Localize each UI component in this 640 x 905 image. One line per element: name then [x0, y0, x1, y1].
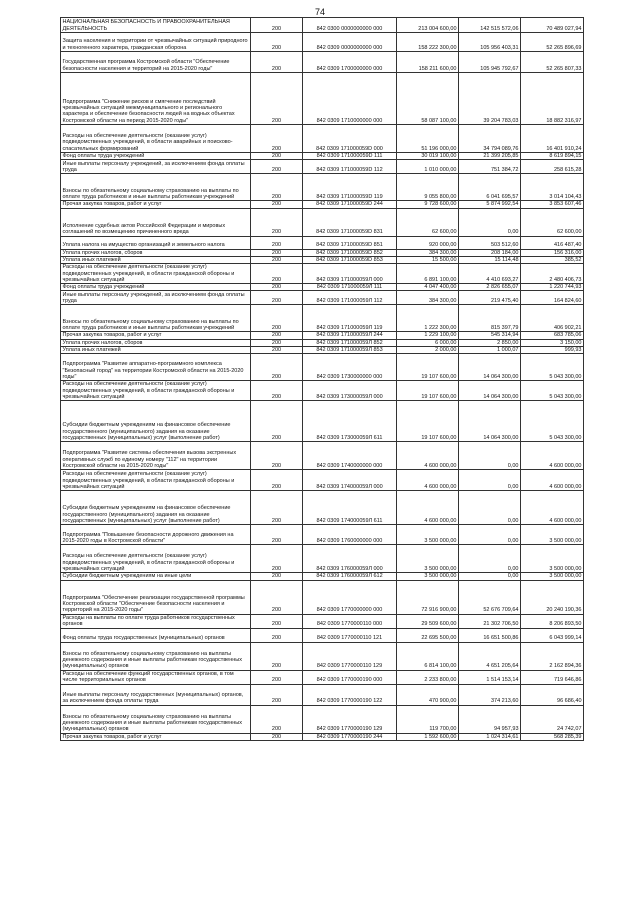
row-remaining-amount-cell: 2 162 894,36: [521, 642, 584, 670]
row-approved-amount-cell: 30 019 100,00: [397, 153, 459, 160]
row-code-cell: 200: [251, 73, 303, 125]
row-remaining-amount-cell: 62 600,00: [521, 208, 584, 236]
row-remaining-amount-cell: 385,52: [521, 256, 584, 263]
table-body: [61, 18, 584, 741]
row-remaining-amount-cell: 5 043 300,00: [521, 381, 584, 401]
row-approved-amount-cell: 158 222 300,00: [397, 33, 459, 52]
row-executed-amount-cell: 34 794 089,76: [459, 125, 521, 153]
row-name-cell: Иные выплаты персоналу государственных (муниципальных) органов, за исключением фонда оплаты труда: [61, 684, 251, 705]
row-executed-amount-cell: 14 064 300,00: [459, 401, 521, 442]
row-classification-code-cell: 842 0309 1770000190 244: [303, 733, 397, 740]
row-name-cell: Фонд оплаты труда учреждений: [61, 153, 251, 160]
row-approved-amount-cell: 3 500 000,00: [397, 545, 459, 573]
table-row: [61, 705, 584, 733]
table-row: [61, 73, 584, 125]
row-name-cell: Иные выплаты персоналу учреждений, за исключением фонда оплаты труда: [61, 160, 251, 174]
row-classification-code-cell: 842 0309 1770000110 129: [303, 642, 397, 670]
row-executed-amount-cell: 21 302 706,50: [459, 614, 521, 628]
row-approved-amount-cell: 62 600,00: [397, 208, 459, 236]
row-approved-amount-cell: 4 600 000,00: [397, 491, 459, 525]
table-row: [61, 339, 584, 346]
row-approved-amount-cell: 3 500 000,00: [397, 573, 459, 580]
row-classification-code-cell: 842 0309 1770000110 000: [303, 614, 397, 628]
row-approved-amount-cell: 4 600 000,00: [397, 470, 459, 491]
table-row: [61, 401, 584, 442]
row-remaining-amount-cell: 3 500 000,00: [521, 525, 584, 545]
row-remaining-amount-cell: 5 043 300,00: [521, 354, 584, 381]
row-executed-amount-cell: 1 024 314,61: [459, 733, 521, 740]
row-remaining-amount-cell: 3 150,00: [521, 339, 584, 346]
row-remaining-amount-cell: 3 500 000,00: [521, 545, 584, 573]
row-classification-code-cell: 842 0309 171000059D 851: [303, 236, 397, 249]
row-classification-code-cell: 842 0309 1760000000 000: [303, 525, 397, 545]
row-code-cell: 200: [251, 614, 303, 628]
row-code-cell: 200: [251, 249, 303, 256]
row-remaining-amount-cell: 70 489 027,94: [521, 18, 584, 33]
row-code-cell: 200: [251, 153, 303, 160]
row-code-cell: 200: [251, 580, 303, 614]
row-executed-amount-cell: 21 399 205,85: [459, 153, 521, 160]
row-executed-amount-cell: 4 651 205,64: [459, 642, 521, 670]
row-executed-amount-cell: 1 000,07: [459, 347, 521, 354]
row-remaining-amount-cell: 2 480 406,73: [521, 264, 584, 284]
row-remaining-amount-cell: 8 206 893,50: [521, 614, 584, 628]
row-name-cell: Расходы на обеспечение деятельности (оказание услуг) подведомственных учреждений, в области аварийных и поисково-спасательных формирований: [61, 125, 251, 153]
row-approved-amount-cell: 6 891 100,00: [397, 264, 459, 284]
row-name-cell: Взносы по обязательному социальному страхованию на выплаты денежного содержания и иные выплаты работникам государственных (муниципальных) органов: [61, 642, 251, 670]
row-classification-code-cell: 842 0309 171000059D 831: [303, 208, 397, 236]
row-executed-amount-cell: 815 397,79: [459, 305, 521, 332]
row-name-cell: Исполнение судебных актов Российской Федерации и мировых соглашений по возмещению причиненного вреда: [61, 208, 251, 236]
row-remaining-amount-cell: 568 285,39: [521, 733, 584, 740]
row-name-cell: Расходы на выплаты по оплате труда работников государственных органов: [61, 614, 251, 628]
row-name-cell: Фонд оплаты труда учреждений: [61, 284, 251, 291]
row-approved-amount-cell: 1 229 100,00: [397, 332, 459, 339]
table-row: [61, 201, 584, 208]
table-row: [61, 733, 584, 740]
table-row: [61, 256, 584, 263]
row-name-cell: Расходы на обеспечение деятельности (оказание услуг) подведомственных учреждений, в области гражданской обороны и чрезвычайных ситуаций: [61, 381, 251, 401]
table-row: [61, 208, 584, 236]
row-classification-code-cell: 842 0309 1770000190 122: [303, 684, 397, 705]
table-row: [61, 470, 584, 491]
row-name-cell: Подпрограмма "Обеспечение реализации государственной программы Костромской области "Обеспечение безопасности населения и территорий на 2015-2020 годы": [61, 580, 251, 614]
table-row: [61, 381, 584, 401]
row-executed-amount-cell: 0,00: [459, 470, 521, 491]
row-name-cell: Подпрограмма "Развитие аппаратно-программного комплекса "Безопасный город" на территории Костромской области на 2015-2020 годы": [61, 354, 251, 381]
table-row: [61, 52, 584, 73]
row-remaining-amount-cell: 96 686,40: [521, 684, 584, 705]
row-approved-amount-cell: 119 700,00: [397, 705, 459, 733]
row-classification-code-cell: 842 0309 171000059D 000: [303, 125, 397, 153]
row-approved-amount-cell: 158 211 600,00: [397, 52, 459, 73]
row-classification-code-cell: 842 0309 176000059Л 612: [303, 573, 397, 580]
table-row: [61, 525, 584, 545]
row-approved-amount-cell: 6 814 100,00: [397, 642, 459, 670]
row-code-cell: 200: [251, 339, 303, 346]
row-code-cell: 200: [251, 305, 303, 332]
table-row: [61, 291, 584, 305]
row-approved-amount-cell: 1 222 300,00: [397, 305, 459, 332]
row-name-cell: Расходы на обеспечение функций государственных органов, в том числе территориальных органов: [61, 670, 251, 684]
table-row: [61, 642, 584, 670]
row-classification-code-cell: 842 0309 174000059Л 611: [303, 491, 397, 525]
table-row: [61, 684, 584, 705]
row-executed-amount-cell: 6 041 695,57: [459, 174, 521, 201]
row-classification-code-cell: 842 0309 171000059D 119: [303, 174, 397, 201]
row-code-cell: 200: [251, 291, 303, 305]
row-remaining-amount-cell: 3 853 607,46: [521, 201, 584, 208]
row-name-cell: Фонд оплаты труда государственных (муниципальных) органов: [61, 628, 251, 642]
row-executed-amount-cell: 0,00: [459, 491, 521, 525]
row-approved-amount-cell: 15 500,00: [397, 256, 459, 263]
row-remaining-amount-cell: 4 600 000,00: [521, 491, 584, 525]
row-executed-amount-cell: 105 956 403,31: [459, 33, 521, 52]
row-classification-code-cell: 842 0309 171000059Л 244: [303, 332, 397, 339]
row-remaining-amount-cell: 3 500 000,00: [521, 573, 584, 580]
table-row: [61, 284, 584, 291]
row-approved-amount-cell: 19 107 600,00: [397, 354, 459, 381]
row-code-cell: 200: [251, 354, 303, 381]
row-code-cell: 200: [251, 332, 303, 339]
row-approved-amount-cell: 4 047 400,00: [397, 284, 459, 291]
row-executed-amount-cell: 15 114,48: [459, 256, 521, 263]
row-executed-amount-cell: 94 957,93: [459, 705, 521, 733]
row-remaining-amount-cell: 20 240 190,36: [521, 580, 584, 614]
table-row: [61, 628, 584, 642]
row-executed-amount-cell: 545 314,94: [459, 332, 521, 339]
table-row: [61, 332, 584, 339]
row-executed-amount-cell: 1 514 153,14: [459, 670, 521, 684]
table-row: [61, 347, 584, 354]
row-classification-code-cell: 842 0300 0000000000 000: [303, 18, 397, 33]
row-remaining-amount-cell: 156 316,00: [521, 249, 584, 256]
row-code-cell: 200: [251, 628, 303, 642]
row-name-cell: Уплата налога на имущество организаций и земельного налога: [61, 236, 251, 249]
row-code-cell: 200: [251, 705, 303, 733]
table-row: [61, 354, 584, 381]
row-code-cell: 200: [251, 545, 303, 573]
row-executed-amount-cell: 208 184,00: [459, 249, 521, 256]
row-classification-code-cell: 842 0309 1770000190 000: [303, 670, 397, 684]
row-name-cell: Подпрограмма "Снижение рисков и смягчение последствий чрезвычайных ситуаций межмуниципального и регионального характера и обеспечение безопасности людей на водных объектах Костромской области на период 2015-2020 годы": [61, 73, 251, 125]
row-name-cell: Взносы по обязательному социальному страхованию на выплаты по оплате труда работников и иные выплаты работникам учреждений: [61, 174, 251, 201]
table-row: [61, 264, 584, 284]
row-name-cell: Подпрограмма "Повышение безопасности дорожного движения на 2015-2020 годы в Костромской области": [61, 525, 251, 545]
row-classification-code-cell: 842 0309 171000059Л 000: [303, 264, 397, 284]
row-classification-code-cell: 842 0309 1770000190 129: [303, 705, 397, 733]
table-row: [61, 33, 584, 52]
row-executed-amount-cell: 751 384,72: [459, 160, 521, 174]
row-remaining-amount-cell: 1 220 744,93: [521, 284, 584, 291]
row-executed-amount-cell: 0,00: [459, 442, 521, 470]
row-classification-code-cell: 842 0309 1770000110 121: [303, 628, 397, 642]
row-remaining-amount-cell: 18 882 316,97: [521, 73, 584, 125]
row-executed-amount-cell: 5 874 992,54: [459, 201, 521, 208]
row-code-cell: 200: [251, 491, 303, 525]
row-name-cell: Иные выплаты персоналу учреждений, за исключением фонда оплаты труда: [61, 291, 251, 305]
row-code-cell: 200: [251, 670, 303, 684]
row-executed-amount-cell: 2 826 655,07: [459, 284, 521, 291]
row-classification-code-cell: 842 0309 171000059Л 853: [303, 347, 397, 354]
row-remaining-amount-cell: 8 619 894,15: [521, 153, 584, 160]
row-executed-amount-cell: 14 064 300,00: [459, 354, 521, 381]
row-classification-code-cell: 842 0309 171000059D 112: [303, 160, 397, 174]
table-row: [61, 442, 584, 470]
row-executed-amount-cell: 52 676 709,64: [459, 580, 521, 614]
row-name-cell: Подпрограмма "Развитие системы обеспечения вызова экстренных оперативных служб по единому номеру "112" на территории Костромской области на 2015-2020 годы": [61, 442, 251, 470]
row-approved-amount-cell: 9 055 800,00: [397, 174, 459, 201]
row-code-cell: 200: [251, 525, 303, 545]
row-classification-code-cell: 842 0309 171000059Л 112: [303, 291, 397, 305]
table-row: [61, 249, 584, 256]
table-row: [61, 545, 584, 573]
row-classification-code-cell: 842 0309 176000059Л 000: [303, 545, 397, 573]
row-classification-code-cell: 842 0309 171000059Л 119: [303, 305, 397, 332]
row-executed-amount-cell: 14 064 300,00: [459, 381, 521, 401]
row-name-cell: Прочая закупка товаров, работ и услуг: [61, 332, 251, 339]
row-classification-code-cell: 842 0309 1730000000 000: [303, 354, 397, 381]
row-name-cell: Уплата иных платежей: [61, 347, 251, 354]
row-name-cell: Субсидии бюджетным учреждениям на финансовое обеспечение государственного (муниципального) задания на оказание государственных (муниципальных) услуг (выполнение работ): [61, 491, 251, 525]
row-executed-amount-cell: 142 515 572,06: [459, 18, 521, 33]
row-code-cell: 200: [251, 174, 303, 201]
row-name-cell: Расходы на обеспечение деятельности (оказание услуг) подведомственных учреждений, в области гражданской обороны и чрезвычайных ситуаций: [61, 264, 251, 284]
row-name-cell: НАЦИОНАЛЬНАЯ БЕЗОПАСНОСТЬ И ПРАВООХРАНИТЕЛЬНАЯ ДЕЯТЕЛЬНОСТЬ: [61, 18, 251, 33]
row-code-cell: 200: [251, 442, 303, 470]
row-executed-amount-cell: 0,00: [459, 208, 521, 236]
row-name-cell: Субсидии бюджетным учреждениям на финансовое обеспечение государственного (муниципального) задания на оказание государственных (муниципальных) услуг (выполнение работ): [61, 401, 251, 442]
row-approved-amount-cell: 2 000,00: [397, 347, 459, 354]
row-executed-amount-cell: 0,00: [459, 525, 521, 545]
table-row: [61, 305, 584, 332]
row-remaining-amount-cell: 406 902,21: [521, 305, 584, 332]
row-name-cell: Уплата прочих налогов, сборов: [61, 339, 251, 346]
row-classification-code-cell: 842 0309 171000059D 244: [303, 201, 397, 208]
row-approved-amount-cell: 51 196 000,00: [397, 125, 459, 153]
row-classification-code-cell: 842 0309 173000059Л 611: [303, 401, 397, 442]
row-approved-amount-cell: 2 233 800,00: [397, 670, 459, 684]
row-classification-code-cell: 842 0309 1770000000 000: [303, 580, 397, 614]
row-remaining-amount-cell: 5 043 300,00: [521, 401, 584, 442]
row-remaining-amount-cell: 52 265 896,69: [521, 33, 584, 52]
row-classification-code-cell: 842 0309 171000059Л 111: [303, 284, 397, 291]
row-approved-amount-cell: 4 600 000,00: [397, 442, 459, 470]
row-classification-code-cell: 842 0309 171000059D 853: [303, 256, 397, 263]
row-name-cell: Уплата иных платежей: [61, 256, 251, 263]
row-name-cell: Защита населения и территории от чрезвычайных ситуаций природного и техногенного характера, гражданская оборона: [61, 33, 251, 52]
row-approved-amount-cell: 19 107 600,00: [397, 381, 459, 401]
row-classification-code-cell: 842 0309 1700000000 000: [303, 52, 397, 73]
row-name-cell: Прочая закупка товаров, работ и услуг: [61, 733, 251, 740]
row-code-cell: 200: [251, 347, 303, 354]
row-classification-code-cell: 842 0309 173000059Л 000: [303, 381, 397, 401]
row-executed-amount-cell: 374 213,60: [459, 684, 521, 705]
row-name-cell: Уплата прочих налогов, сборов: [61, 249, 251, 256]
row-code-cell: 200: [251, 18, 303, 33]
row-remaining-amount-cell: 4 600 000,00: [521, 470, 584, 491]
row-classification-code-cell: 842 0309 1710000000 000: [303, 73, 397, 125]
table-row: [61, 580, 584, 614]
row-approved-amount-cell: 384 300,00: [397, 249, 459, 256]
row-approved-amount-cell: 920 000,00: [397, 236, 459, 249]
row-name-cell: Прочая закупка товаров, работ и услуг: [61, 201, 251, 208]
row-name-cell: Взносы по обязательному социальному страхованию на выплаты денежного содержания и иные выплаты работникам государственных (муниципальных) органов: [61, 705, 251, 733]
row-approved-amount-cell: 3 500 000,00: [397, 525, 459, 545]
row-remaining-amount-cell: 4 600 000,00: [521, 442, 584, 470]
row-executed-amount-cell: 105 945 792,67: [459, 52, 521, 73]
row-name-cell: Расходы на обеспечение деятельности (оказание услуг) подведомственных учреждений, в области гражданской обороны и чрезвычайных ситуаций: [61, 470, 251, 491]
row-approved-amount-cell: 19 107 600,00: [397, 401, 459, 442]
row-name-cell: Взносы по обязательному социальному страхованию на выплаты по оплате труда работников и иные выплаты работникам учреждений: [61, 305, 251, 332]
row-approved-amount-cell: 6 000,00: [397, 339, 459, 346]
table-row: [61, 153, 584, 160]
row-remaining-amount-cell: 6 043 999,14: [521, 628, 584, 642]
row-remaining-amount-cell: 999,93: [521, 347, 584, 354]
row-approved-amount-cell: 29 509 600,00: [397, 614, 459, 628]
row-name-cell: Государственная программа Костромской области "Обеспечение безопасности населения и территорий на 2015-2020 годы": [61, 52, 251, 73]
page-number: 74: [314, 7, 325, 17]
row-approved-amount-cell: 22 695 500,00: [397, 628, 459, 642]
row-approved-amount-cell: 384 300,00: [397, 291, 459, 305]
row-executed-amount-cell: 219 475,40: [459, 291, 521, 305]
row-classification-code-cell: 842 0309 0000000000 000: [303, 33, 397, 52]
row-executed-amount-cell: 2 850,00: [459, 339, 521, 346]
row-classification-code-cell: 842 0309 171000059D 111: [303, 153, 397, 160]
row-code-cell: 200: [251, 401, 303, 442]
table-row: [61, 670, 584, 684]
row-code-cell: 200: [251, 125, 303, 153]
row-approved-amount-cell: 1 592 600,00: [397, 733, 459, 740]
row-code-cell: 200: [251, 236, 303, 249]
row-code-cell: 200: [251, 201, 303, 208]
table-row: [61, 573, 584, 580]
budget-execution-table: [60, 17, 584, 741]
table-row: [61, 236, 584, 249]
row-classification-code-cell: 842 0309 171000059D 852: [303, 249, 397, 256]
table-row: [61, 614, 584, 628]
row-code-cell: 200: [251, 256, 303, 263]
table-row: [61, 18, 584, 33]
row-code-cell: 200: [251, 573, 303, 580]
row-name-cell: Расходы на обеспечение деятельности (оказание услуг) подведомственных учреждений, в области гражданской обороны и чрезвычайных ситуаций: [61, 545, 251, 573]
row-classification-code-cell: 842 0309 1740000000 000: [303, 442, 397, 470]
row-remaining-amount-cell: 16 401 910,24: [521, 125, 584, 153]
row-code-cell: 200: [251, 160, 303, 174]
row-remaining-amount-cell: 416 487,40: [521, 236, 584, 249]
row-approved-amount-cell: 9 728 600,00: [397, 201, 459, 208]
row-remaining-amount-cell: 258 615,28: [521, 160, 584, 174]
row-executed-amount-cell: 503 512,60: [459, 236, 521, 249]
row-remaining-amount-cell: 683 785,06: [521, 332, 584, 339]
row-code-cell: 200: [251, 381, 303, 401]
row-code-cell: 200: [251, 33, 303, 52]
table-row: [61, 160, 584, 174]
row-approved-amount-cell: 72 916 900,00: [397, 580, 459, 614]
row-remaining-amount-cell: 3 014 104,43: [521, 174, 584, 201]
row-approved-amount-cell: 470 900,00: [397, 684, 459, 705]
row-executed-amount-cell: 4 410 693,27: [459, 264, 521, 284]
table-row: [61, 125, 584, 153]
row-code-cell: 200: [251, 52, 303, 73]
row-approved-amount-cell: 1 010 000,00: [397, 160, 459, 174]
row-executed-amount-cell: 0,00: [459, 545, 521, 573]
row-code-cell: 200: [251, 264, 303, 284]
row-classification-code-cell: 842 0309 171000059Л 852: [303, 339, 397, 346]
row-remaining-amount-cell: 719 646,86: [521, 670, 584, 684]
row-executed-amount-cell: 16 651 500,86: [459, 628, 521, 642]
row-name-cell: Субсидии бюджетным учреждениям на иные цели: [61, 573, 251, 580]
row-remaining-amount-cell: 24 742,07: [521, 705, 584, 733]
row-classification-code-cell: 842 0309 174000059Л 000: [303, 470, 397, 491]
table-row: [61, 491, 584, 525]
row-code-cell: 200: [251, 208, 303, 236]
row-executed-amount-cell: 39 204 783,03: [459, 73, 521, 125]
row-remaining-amount-cell: 52 265 807,33: [521, 52, 584, 73]
row-code-cell: 200: [251, 470, 303, 491]
row-approved-amount-cell: 213 004 600,00: [397, 18, 459, 33]
row-code-cell: 200: [251, 733, 303, 740]
row-code-cell: 200: [251, 284, 303, 291]
row-approved-amount-cell: 58 087 100,00: [397, 73, 459, 125]
row-code-cell: 200: [251, 642, 303, 670]
row-code-cell: 200: [251, 684, 303, 705]
row-executed-amount-cell: 0,00: [459, 573, 521, 580]
table-row: [61, 174, 584, 201]
row-remaining-amount-cell: 164 824,60: [521, 291, 584, 305]
